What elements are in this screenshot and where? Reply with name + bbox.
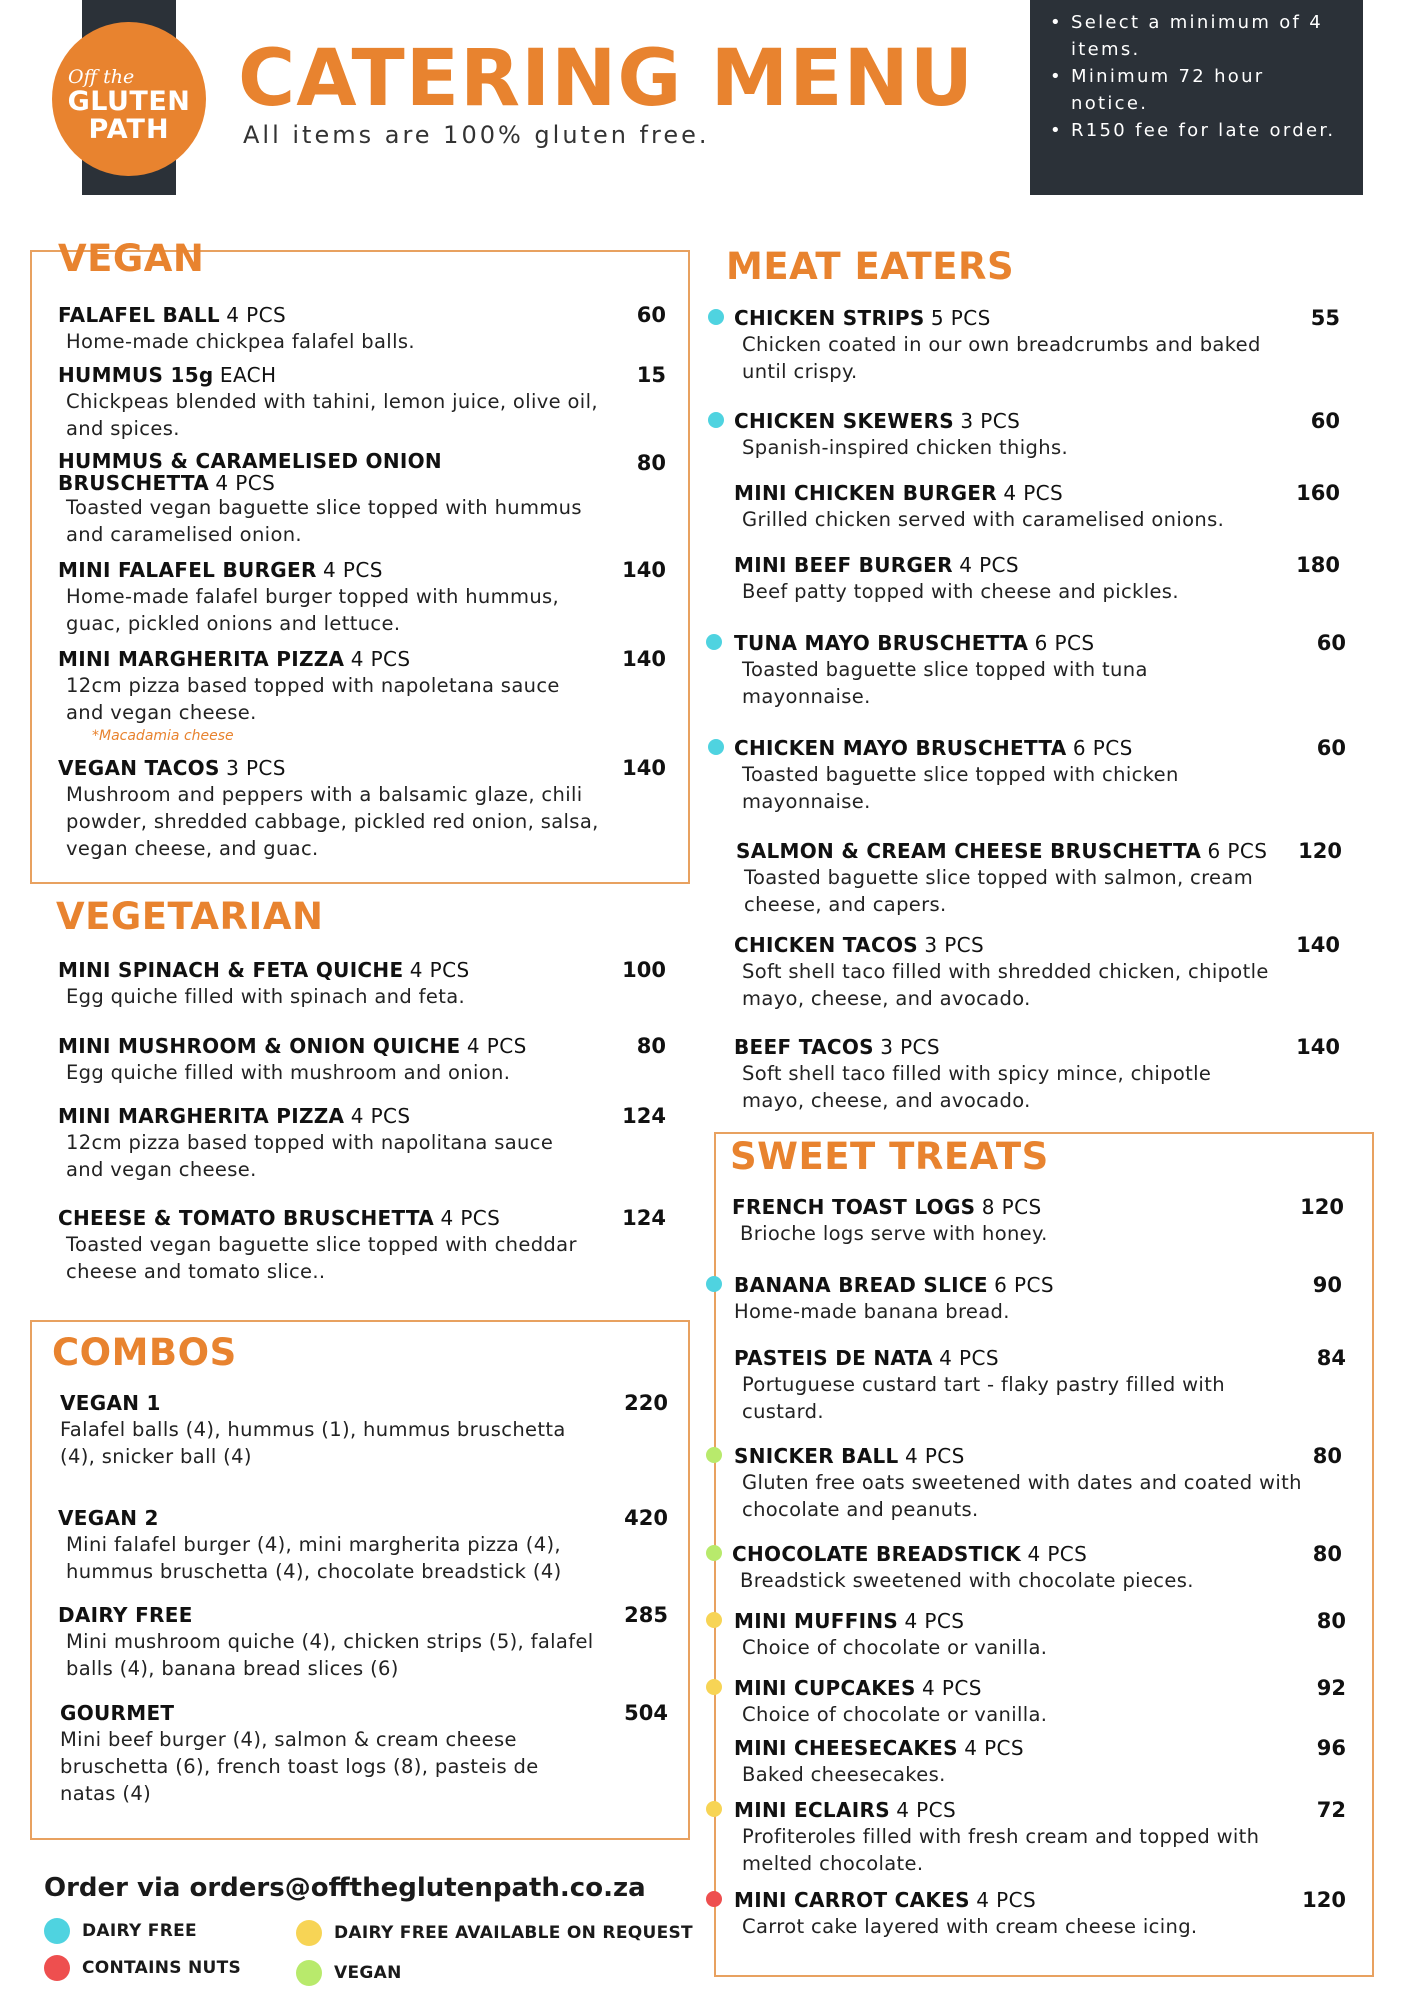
combo-name: VEGAN 2 (58, 1506, 159, 1530)
item-price: 124 (622, 1104, 666, 1128)
item-description: Toasted baguette slice topped with salmon, cream cheese, and capers. (744, 866, 1254, 916)
combo-item (60, 1390, 668, 1470)
vegan-section-title: VEGAN (58, 237, 205, 280)
item-name: MINI SPINACH & FETA QUICHE (58, 958, 404, 982)
dairy-free-on-request-dot (706, 1612, 722, 1628)
item-quantity: 6 PCS (994, 1273, 1054, 1297)
item-description: Baked cheesecakes. (742, 1763, 946, 1786)
meat-eaters-section-title: MEAT EATERS (726, 245, 1015, 288)
combo-price: 504 (624, 1701, 668, 1725)
item-price: 180 (1296, 553, 1340, 577)
page-subtitle: All items are 100% gluten free. (243, 121, 710, 149)
item-name: HUMMUS 15g (58, 363, 214, 387)
item-quantity: 4 PCS (350, 647, 411, 671)
item-name: BEEF TACOS (734, 1035, 874, 1059)
menu-item (58, 755, 666, 862)
item-description: Toasted vegan baguette slice topped with hummus and caramelised onion. (66, 496, 582, 546)
item-description: Toasted baguette slice topped with tuna mayonnaise. (742, 658, 1148, 708)
menu-item (734, 1675, 1346, 1728)
item-name: BANANA BREAD SLICE (734, 1273, 988, 1297)
item-price: 96 (1316, 1736, 1346, 1760)
vegetarian-section-title: VEGETARIAN (56, 895, 324, 938)
item-quantity: 4 PCS (1027, 1542, 1088, 1566)
item-quantity: 4 PCS (922, 1676, 982, 1700)
item-quantity: 4 PCS (959, 553, 1020, 577)
item-quantity: 4 PCS (350, 1104, 411, 1128)
menu-item (734, 1797, 1346, 1877)
menu-item (734, 1272, 1342, 1325)
item-quantity: 8 PCS (981, 1195, 1042, 1219)
item-name: VEGAN TACOS (58, 756, 220, 780)
menu-item (58, 1205, 666, 1285)
menu-item (58, 450, 666, 548)
item-price: 140 (1296, 933, 1340, 957)
item-description: Soft shell taco filled with shredded chicken, chipotle mayo, cheese, and avocado. (742, 960, 1269, 1010)
item-quantity: 5 PCS (930, 306, 991, 330)
item-price: 140 (622, 756, 666, 780)
item-name: MINI MARGHERITA PIZZA (58, 1104, 345, 1128)
menu-item (732, 1541, 1342, 1594)
item-price: 124 (622, 1206, 666, 1230)
item-name: CHICKEN SKEWERS (734, 409, 954, 433)
menu-item (734, 735, 1346, 815)
item-quantity: 3 PCS (924, 933, 985, 957)
item-quantity: 4 PCS (939, 1346, 999, 1370)
item-name: MINI CUPCAKES (734, 1676, 916, 1700)
dairy-free-on-request-dot (706, 1679, 722, 1695)
item-description: Soft shell taco filled with spicy mince, chipotle mayo, cheese, and avocado. (742, 1062, 1212, 1112)
item-quantity: 4 PCS (904, 1444, 965, 1468)
item-price: 120 (1298, 839, 1342, 863)
menu-item (732, 1194, 1344, 1247)
item-name: MINI BEEF BURGER (734, 553, 953, 577)
item-description: 12cm pizza based topped with napoletana sauce and vegan cheese. (66, 674, 560, 724)
item-quantity: 6 PCS (1034, 631, 1095, 655)
combo-price: 420 (624, 1506, 668, 1530)
item-description: Profiteroles filled with fresh cream and topped with melted chocolate. (742, 1825, 1260, 1875)
item-quantity: 6 PCS (1072, 736, 1133, 760)
item-name: FRENCH TOAST LOGS (732, 1195, 976, 1219)
item-name: CHICKEN STRIPS (734, 306, 925, 330)
item-price: 100 (622, 958, 666, 982)
item-name: CHOCOLATE BREADSTICK (732, 1542, 1022, 1566)
item-quantity: 4 PCS (440, 1206, 501, 1230)
menu-item (734, 305, 1340, 385)
dairy-free-on-request-swatch (296, 1920, 322, 1946)
item-price: 120 (1300, 1195, 1344, 1219)
menu-item (734, 1608, 1346, 1661)
item-name: MINI ECLAIRS (734, 1798, 890, 1822)
combo-description: Mini mushroom quiche (4), chicken strips (5), falafel balls (4), banana bread slices (6) (66, 1630, 594, 1680)
item-name: SNICKER BALL (734, 1444, 899, 1468)
legend-label: VEGAN (334, 1963, 402, 1983)
item-quantity: 4 PCS (466, 1034, 527, 1058)
item-quantity: 3 PCS (226, 756, 286, 780)
item-price: 60 (1316, 736, 1346, 760)
item-price: 60 (636, 303, 666, 327)
item-name: PASTEIS DE NATA (734, 1346, 933, 1370)
menu-item (58, 557, 666, 637)
menu-item (734, 1735, 1346, 1788)
item-description: Home-made chickpea falafel balls. (66, 330, 415, 353)
item-name: MINI CHICKEN BURGER (734, 481, 997, 505)
combo-price: 285 (624, 1603, 668, 1627)
item-description: Chickpeas blended with tahini, lemon juice, olive oil, and spices. (66, 390, 598, 440)
item-description: Egg quiche filled with mushroom and onion. (66, 1061, 511, 1084)
dairy-free-dot (706, 634, 722, 650)
item-price: 60 (1316, 631, 1346, 655)
combo-item (60, 1700, 668, 1807)
item-description: Spanish-inspired chicken thighs. (742, 436, 1069, 459)
item-description: Toasted baguette slice topped with chicken mayonnaise. (742, 763, 1179, 813)
dairy-free-dot (708, 739, 724, 755)
legend-label: CONTAINS NUTS (82, 1958, 242, 1978)
logo-text-mid: GLUTEN (67, 86, 191, 117)
item-name: CHICKEN TACOS (734, 933, 918, 957)
combo-item (58, 1602, 668, 1682)
item-description: Egg quiche filled with spinach and feta. (66, 985, 466, 1008)
order-note: • Select a minimum of 4 items. (1046, 9, 1345, 63)
combos-section-title: COMBOS (52, 1331, 237, 1374)
menu-item (58, 1103, 666, 1183)
item-quantity: 3 PCS (960, 409, 1021, 433)
sweet-treats-section-title: SWEET TREATS (730, 1135, 1049, 1178)
item-price: 80 (636, 451, 666, 475)
item-description: Carrot cake layered with cream cheese icing. (742, 1915, 1198, 1938)
item-price: 140 (622, 647, 666, 671)
menu-item (734, 408, 1340, 461)
menu-item (734, 630, 1346, 710)
item-price: 92 (1316, 1676, 1346, 1700)
item-description: Breadstick sweetened with chocolate pieces. (740, 1569, 1194, 1592)
vegan-dot (706, 1447, 722, 1463)
item-description: Toasted vegan baguette slice topped with cheddar cheese and tomato slice.. (66, 1233, 577, 1283)
menu-item (58, 362, 666, 442)
vegan-swatch (296, 1960, 322, 1986)
item-description: Chicken coated in our own breadcrumbs and baked until crispy. (742, 333, 1261, 383)
item-description: Home-made banana bread. (734, 1300, 1010, 1323)
vegan-dot (706, 1545, 722, 1561)
item-quantity: 4 PCS (976, 1888, 1037, 1912)
combo-name: DAIRY FREE (58, 1603, 193, 1627)
item-price: 80 (1316, 1609, 1346, 1633)
order-contact: Order via orders@offtheglutenpath.co.za (44, 1873, 646, 1903)
item-quantity: EACH (219, 363, 277, 387)
menu-item (734, 1345, 1346, 1425)
dairy-free-dot (706, 1276, 722, 1292)
item-quantity: 4 PCS (226, 303, 287, 327)
menu-item (58, 646, 666, 744)
item-name: MINI CHEESECAKES (734, 1736, 958, 1760)
item-description: Mushroom and peppers with a balsamic glaze, chili powder, shredded cabbage, pickled red onion, salsa, vegan cheese, and guac. (66, 783, 599, 860)
item-quantity: 3 PCS (880, 1035, 941, 1059)
order-notes-panel (1030, 0, 1363, 195)
item-quantity: 6 PCS (1207, 839, 1268, 863)
item-price: 90 (1312, 1273, 1342, 1297)
logo-text-top: Off the (68, 66, 135, 88)
order-note: • Minimum 72 hour notice. (1046, 63, 1345, 117)
menu-item (58, 957, 666, 1010)
item-name: MINI CARROT CAKES (734, 1888, 970, 1912)
item-price: 80 (1312, 1542, 1342, 1566)
item-price: 120 (1302, 1888, 1346, 1912)
item-name: HUMMUS & CARAMELISED ONION BRUSCHETTA (58, 449, 442, 495)
item-description: Grilled chicken served with caramelised onions. (742, 508, 1225, 531)
contains-nuts-swatch (44, 1955, 70, 1981)
menu-item (736, 838, 1342, 918)
item-name: CHEESE & TOMATO BRUSCHETTA (58, 1206, 435, 1230)
order-notes-list (1046, 9, 1345, 144)
item-name: FALAFEL BALL (58, 303, 220, 327)
item-price: 160 (1296, 481, 1340, 505)
item-name: SALMON & CREAM CHEESE BRUSCHETTA (736, 839, 1202, 863)
item-name: CHICKEN MAYO BRUSCHETTA (734, 736, 1067, 760)
item-price: 15 (636, 363, 666, 387)
item-price: 80 (1312, 1444, 1342, 1468)
item-description: Choice of chocolate or vanilla. (742, 1703, 1048, 1726)
item-quantity: 4 PCS (964, 1736, 1024, 1760)
dairy-free-swatch (44, 1918, 70, 1944)
menu-item (734, 932, 1340, 1012)
menu-item (734, 1034, 1340, 1114)
item-name: MINI MUFFINS (734, 1609, 899, 1633)
menu-item (734, 552, 1340, 605)
combo-price: 220 (624, 1391, 668, 1415)
legend-label: DAIRY FREE AVAILABLE ON REQUEST (334, 1923, 693, 1943)
contains-nuts-dot (706, 1891, 722, 1907)
item-name: TUNA MAYO BRUSCHETTA (734, 631, 1029, 655)
combo-item (58, 1505, 668, 1585)
logo-text-bottom: PATH (88, 114, 170, 145)
item-price: 72 (1316, 1798, 1346, 1822)
item-name: MINI FALAFEL BURGER (58, 558, 317, 582)
page-title: CATERING MENU (238, 34, 975, 124)
menu-item (58, 302, 666, 355)
dairy-free-on-request-dot (706, 1801, 722, 1817)
item-footnote: *Macadamia cheese (92, 728, 234, 744)
item-description: Portuguese custard tart - flaky pastry filled with custard. (742, 1373, 1225, 1423)
item-quantity: 4 PCS (323, 558, 383, 582)
item-price: 55 (1310, 306, 1340, 330)
dairy-free-dot (708, 309, 724, 325)
item-price: 84 (1316, 1346, 1346, 1370)
legend-label: DAIRY FREE (82, 1921, 197, 1941)
menu-item (734, 480, 1340, 533)
item-quantity: 4 PCS (215, 471, 276, 495)
item-price: 140 (622, 558, 666, 582)
menu-item (734, 1887, 1346, 1940)
brand-logo (52, 22, 206, 176)
menu-item (58, 1033, 666, 1086)
item-name: MINI MARGHERITA PIZZA (58, 647, 345, 671)
item-description: Brioche logs serve with honey. (740, 1222, 1048, 1245)
item-price: 80 (636, 1034, 666, 1058)
item-description: Beef patty topped with cheese and pickles. (742, 580, 1179, 603)
menu-item (734, 1443, 1342, 1523)
item-quantity: 4 PCS (409, 958, 470, 982)
order-note: • R150 fee for late order. (1046, 117, 1345, 144)
combo-description: Mini beef burger (4), salmon & cream cheese bruschetta (6), french toast logs (8), pasteis de natas (4) (60, 1728, 539, 1805)
combo-name: GOURMET (60, 1701, 175, 1725)
item-quantity: 4 PCS (904, 1609, 965, 1633)
combo-description: Falafel balls (4), hummus (1), hummus bruschetta (4), snicker ball (4) (60, 1418, 566, 1468)
item-description: 12cm pizza based topped with napolitana sauce and vegan cheese. (66, 1131, 554, 1181)
item-name: MINI MUSHROOM & ONION QUICHE (58, 1034, 461, 1058)
combo-name: VEGAN 1 (60, 1391, 161, 1415)
item-quantity: 4 PCS (896, 1798, 957, 1822)
item-description: Gluten free oats sweetened with dates and coated with chocolate and peanuts. (742, 1471, 1302, 1521)
item-description: Home-made falafel burger topped with hummus, guac, pickled onions and lettuce. (66, 585, 560, 635)
item-description: Choice of chocolate or vanilla. (742, 1636, 1048, 1659)
item-quantity: 4 PCS (1003, 481, 1064, 505)
item-price: 140 (1296, 1035, 1340, 1059)
combo-description: Mini falafel burger (4), mini margherita pizza (4), hummus bruschetta (4), chocolate breadstick (4) (66, 1533, 562, 1583)
item-price: 60 (1310, 409, 1340, 433)
dairy-free-dot (708, 412, 724, 428)
